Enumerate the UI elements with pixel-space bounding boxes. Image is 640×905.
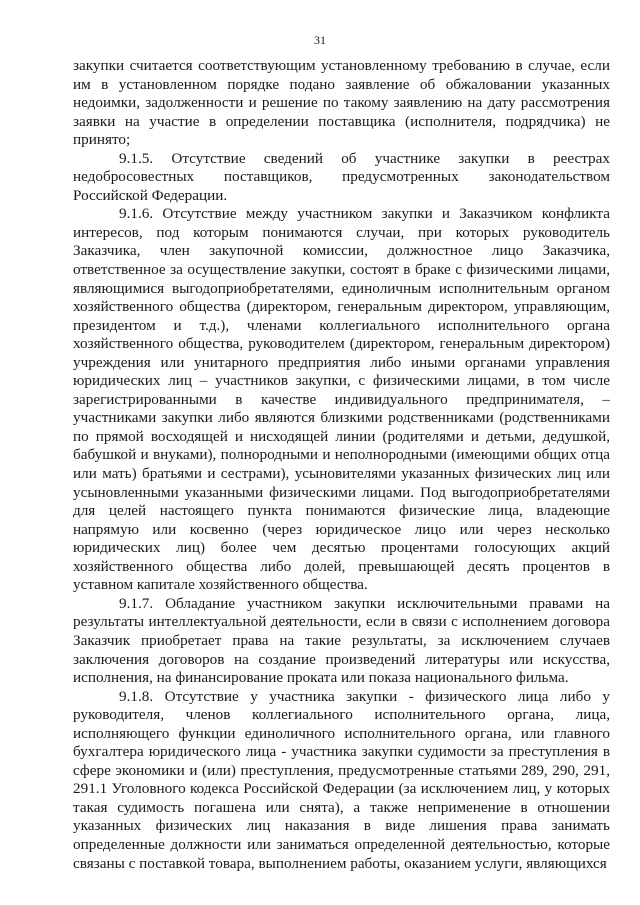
paragraph-9-1-6: 9.1.6. Отсутствие между участником закупки и Заказчиком конфликта интересов, под которым понимаются случаи, при которых руководитель Заказчика, член закупочной комиссии, должностное лицо Заказчика, ответственное за осуществление закупки, состоят в браке с физическими лицами, являющимися выгодоприобретателями, единоличным исполнительным органом хозяйственного общества (директором, генеральным директором, управляющим, президентом и т.д.), членами коллегиального исполнительного органа хозяйственного общества, руководителем (директором, генеральным директором) учреждения или унитарного предприятия либо иными органами управления юридических лиц – участников закупки, с физическими лицами, в том числе зарегистрированными в качестве индивидуального предпринимателя, – участниками закупки либо являются близкими родственниками (родственниками по прямой восходящей и нисходящей линии (родителями и детьми, дедушкой, бабушкой и внуками), полнородными и неполнородными (имеющими общих отца или мать) братьями и сестрами), усыновителями указанных физических лиц или усыновленными указанными физическими лицами. Под выгодоприобретателями для целей настоящего пункта понимаются физические лица, владеющие напрямую или косвенно (через юридическое лицо или через несколько юридических лиц) более чем десятью процентами голосующих акций хозяйственного общества либо долей, превышающей десять процентов в уставном капитале хозяйственного общества. xyxy=(73,205,610,594)
paragraph-9-1-5: 9.1.5. Отсутствие сведений об участнике закупки в реестрах недобросовестных поставщиков, предусмотренных законодательством Российской Федерации. xyxy=(73,149,610,204)
paragraph-9-1-8: 9.1.8. Отсутствие у участника закупки - физического лица либо у руководителя, членов коллегиального исполнительного органа, лица, исполняющего функции единоличного исполнительного органа, или главного бухгалтера юридического лица - участника закупки судимости за преступления в сфере экономики и (или) преступления, предусмотренные статьями 289, 290, 291, 291.1 Уголовного кодекса Российской Федерации (за исключением лиц, у которых такая судимость погашена или снята), а также неприменение в отношении указанных физических лиц наказания в виде лишения права занимать определенные должности или заниматься определенной деятельностью, которые связаны с поставкой товара, выполнением работы, оказанием услуги, являющихся xyxy=(73,687,610,872)
paragraph-continuation: закупки считается соответствующим установленному требованию в случае, если им в установленном порядке подано заявление об обжаловании указанных недоимки, задолженности и решение по такому заявлению на дату рассмотрения заявки на участие в определении поставщика (исполнителя, подрядчика) не принято; xyxy=(73,57,610,149)
document-body xyxy=(73,57,610,873)
paragraph-9-1-7: 9.1.7. Обладание участником закупки исключительными правами на результаты интеллектуальной деятельности, если в связи с исполнением договора Заказчик приобретает права на такие результаты, за исключением случаев заключения договоров на создание произведений литературы или искусства, исполнения, на финансирование проката или показа национального фильма. xyxy=(73,594,610,687)
page-number: 31 xyxy=(314,33,326,47)
